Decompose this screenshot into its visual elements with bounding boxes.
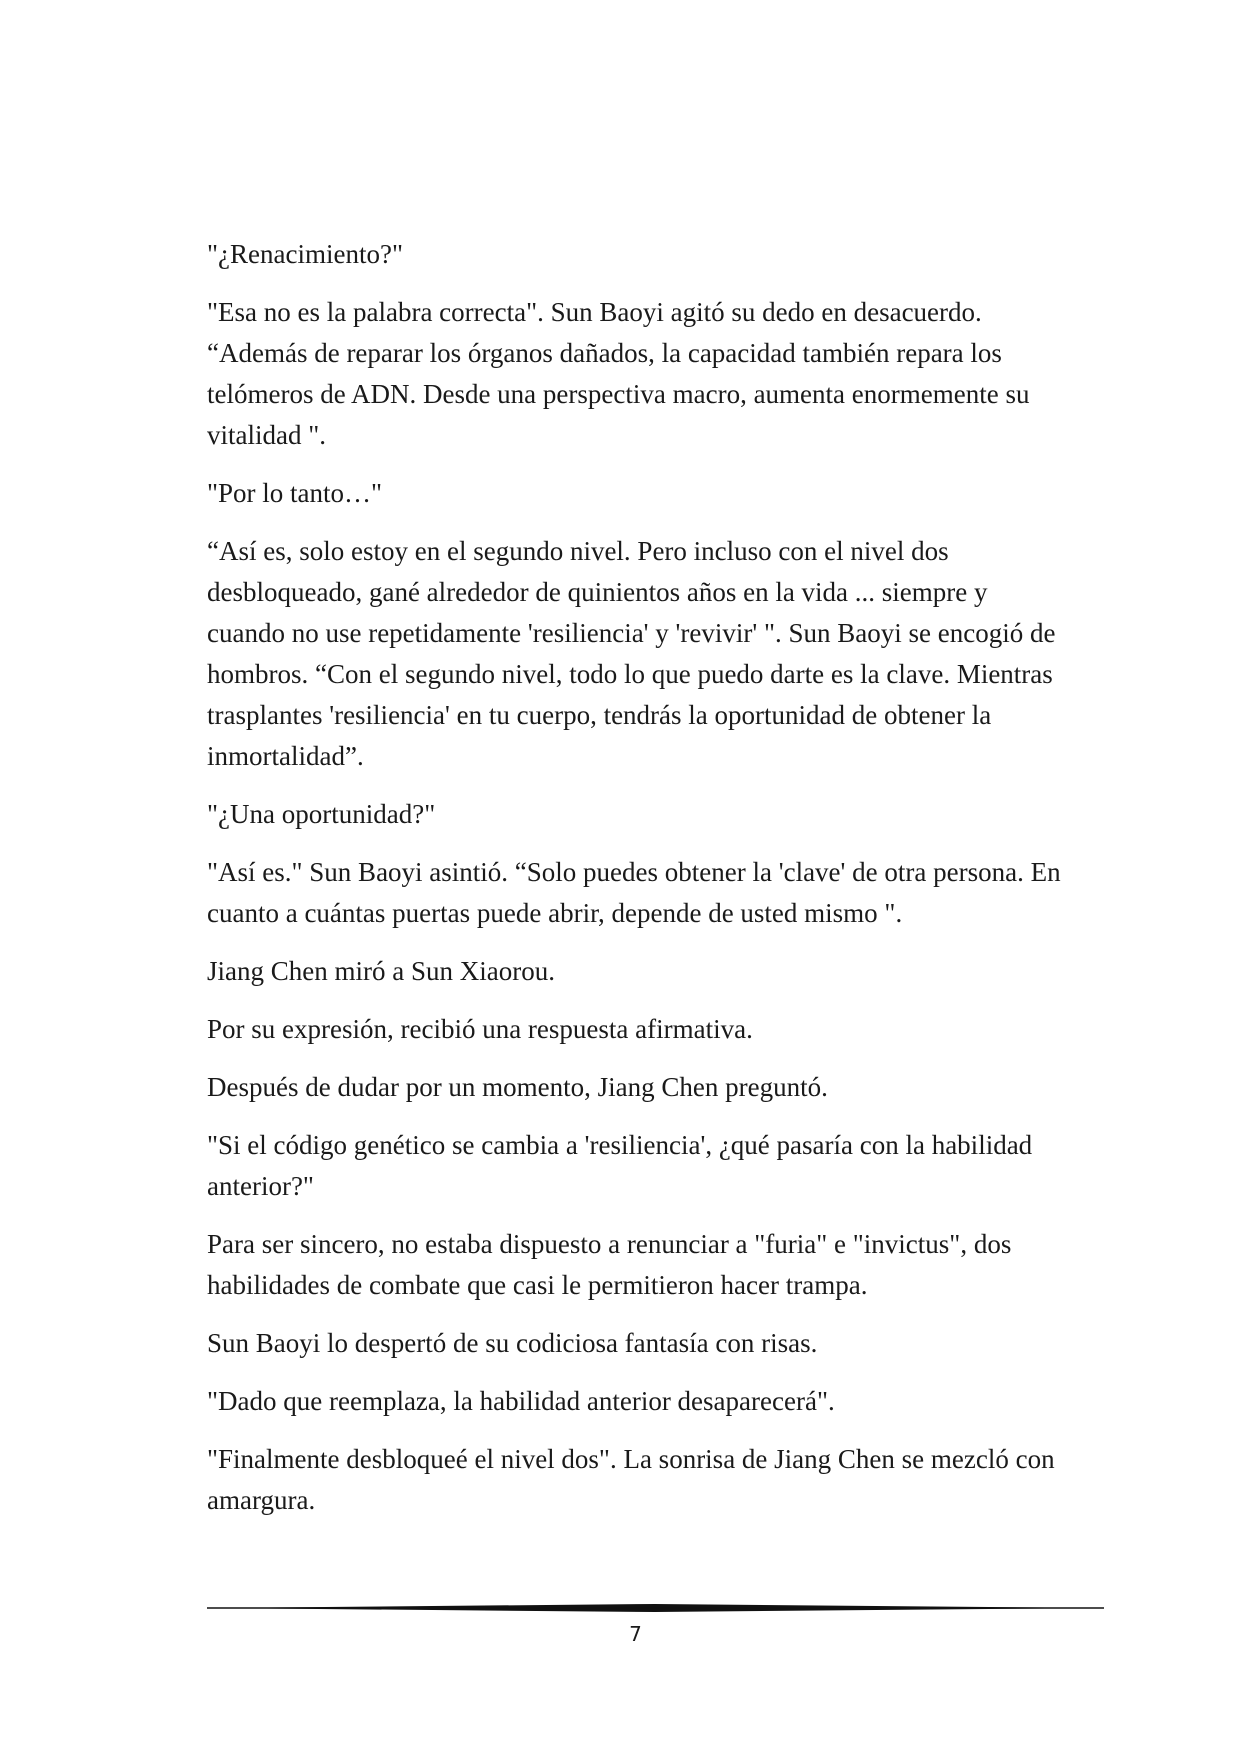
paragraph: "Esa no es la palabra correcta". Sun Baoyi agitó su dedo en desacuerdo. “Además de reparar los órganos dañados, la capacidad también repara los telómeros de ADN. Desde una perspectiva macro, aumenta enormemente su vitalidad ". [207,297,1030,450]
paragraph: "¿Renacimiento?" [207,239,403,269]
paragraph: Después de dudar por un momento, Jiang Chen preguntó. [207,1072,828,1102]
paragraph: Sun Baoyi lo despertó de su codiciosa fantasía con risas. [207,1328,818,1358]
paragraph: Para ser sincero, no estaba dispuesto a renunciar a "furia" e "invictus", dos habilidades de combate que casi le permitieron hacer trampa. [207,1229,1012,1300]
paragraph: "Por lo tanto…" [207,478,383,508]
paragraph: "Así es." Sun Baoyi asintió. “Solo puedes obtener la 'clave' de otra persona. En cuanto a cuántas puertas puede abrir, depende de usted mismo ". [207,857,1061,928]
paragraph: Por su expresión, recibió una respuesta afirmativa. [207,1014,753,1044]
paragraph: Jiang Chen miró a Sun Xiaorou. [207,956,555,986]
body-text [207,234,1067,1538]
page-number: 7 [629,1622,642,1646]
paragraph: “Así es, solo estoy en el segundo nivel. Pero incluso con el nivel dos desbloqueado, gané alrededor de quinientos años en la vida ... siempre y cuando no use repetidamente 'resiliencia' y 'revivir' ". Sun Baoyi se encogió de hombros. “Con el segundo nivel, todo lo que puedo darte es la clave. Mientras trasplantes 'resiliencia' en tu cuerpo, tendrás la oportunidad de obtener la inmortalidad”. [207,536,1056,771]
footer-divider [207,1602,1104,1614]
paragraph: "¿Una oportunidad?" [207,799,436,829]
paragraph: "Si el código genético se cambia a 'resiliencia', ¿qué pasaría con la habilidad anterior?" [207,1130,1033,1201]
paragraph: "Dado que reemplaza, la habilidad anterior desaparecerá". [207,1386,835,1416]
paragraph: "Finalmente desbloqueé el nivel dos". La sonrisa de Jiang Chen se mezcló con amargura. [207,1444,1055,1515]
